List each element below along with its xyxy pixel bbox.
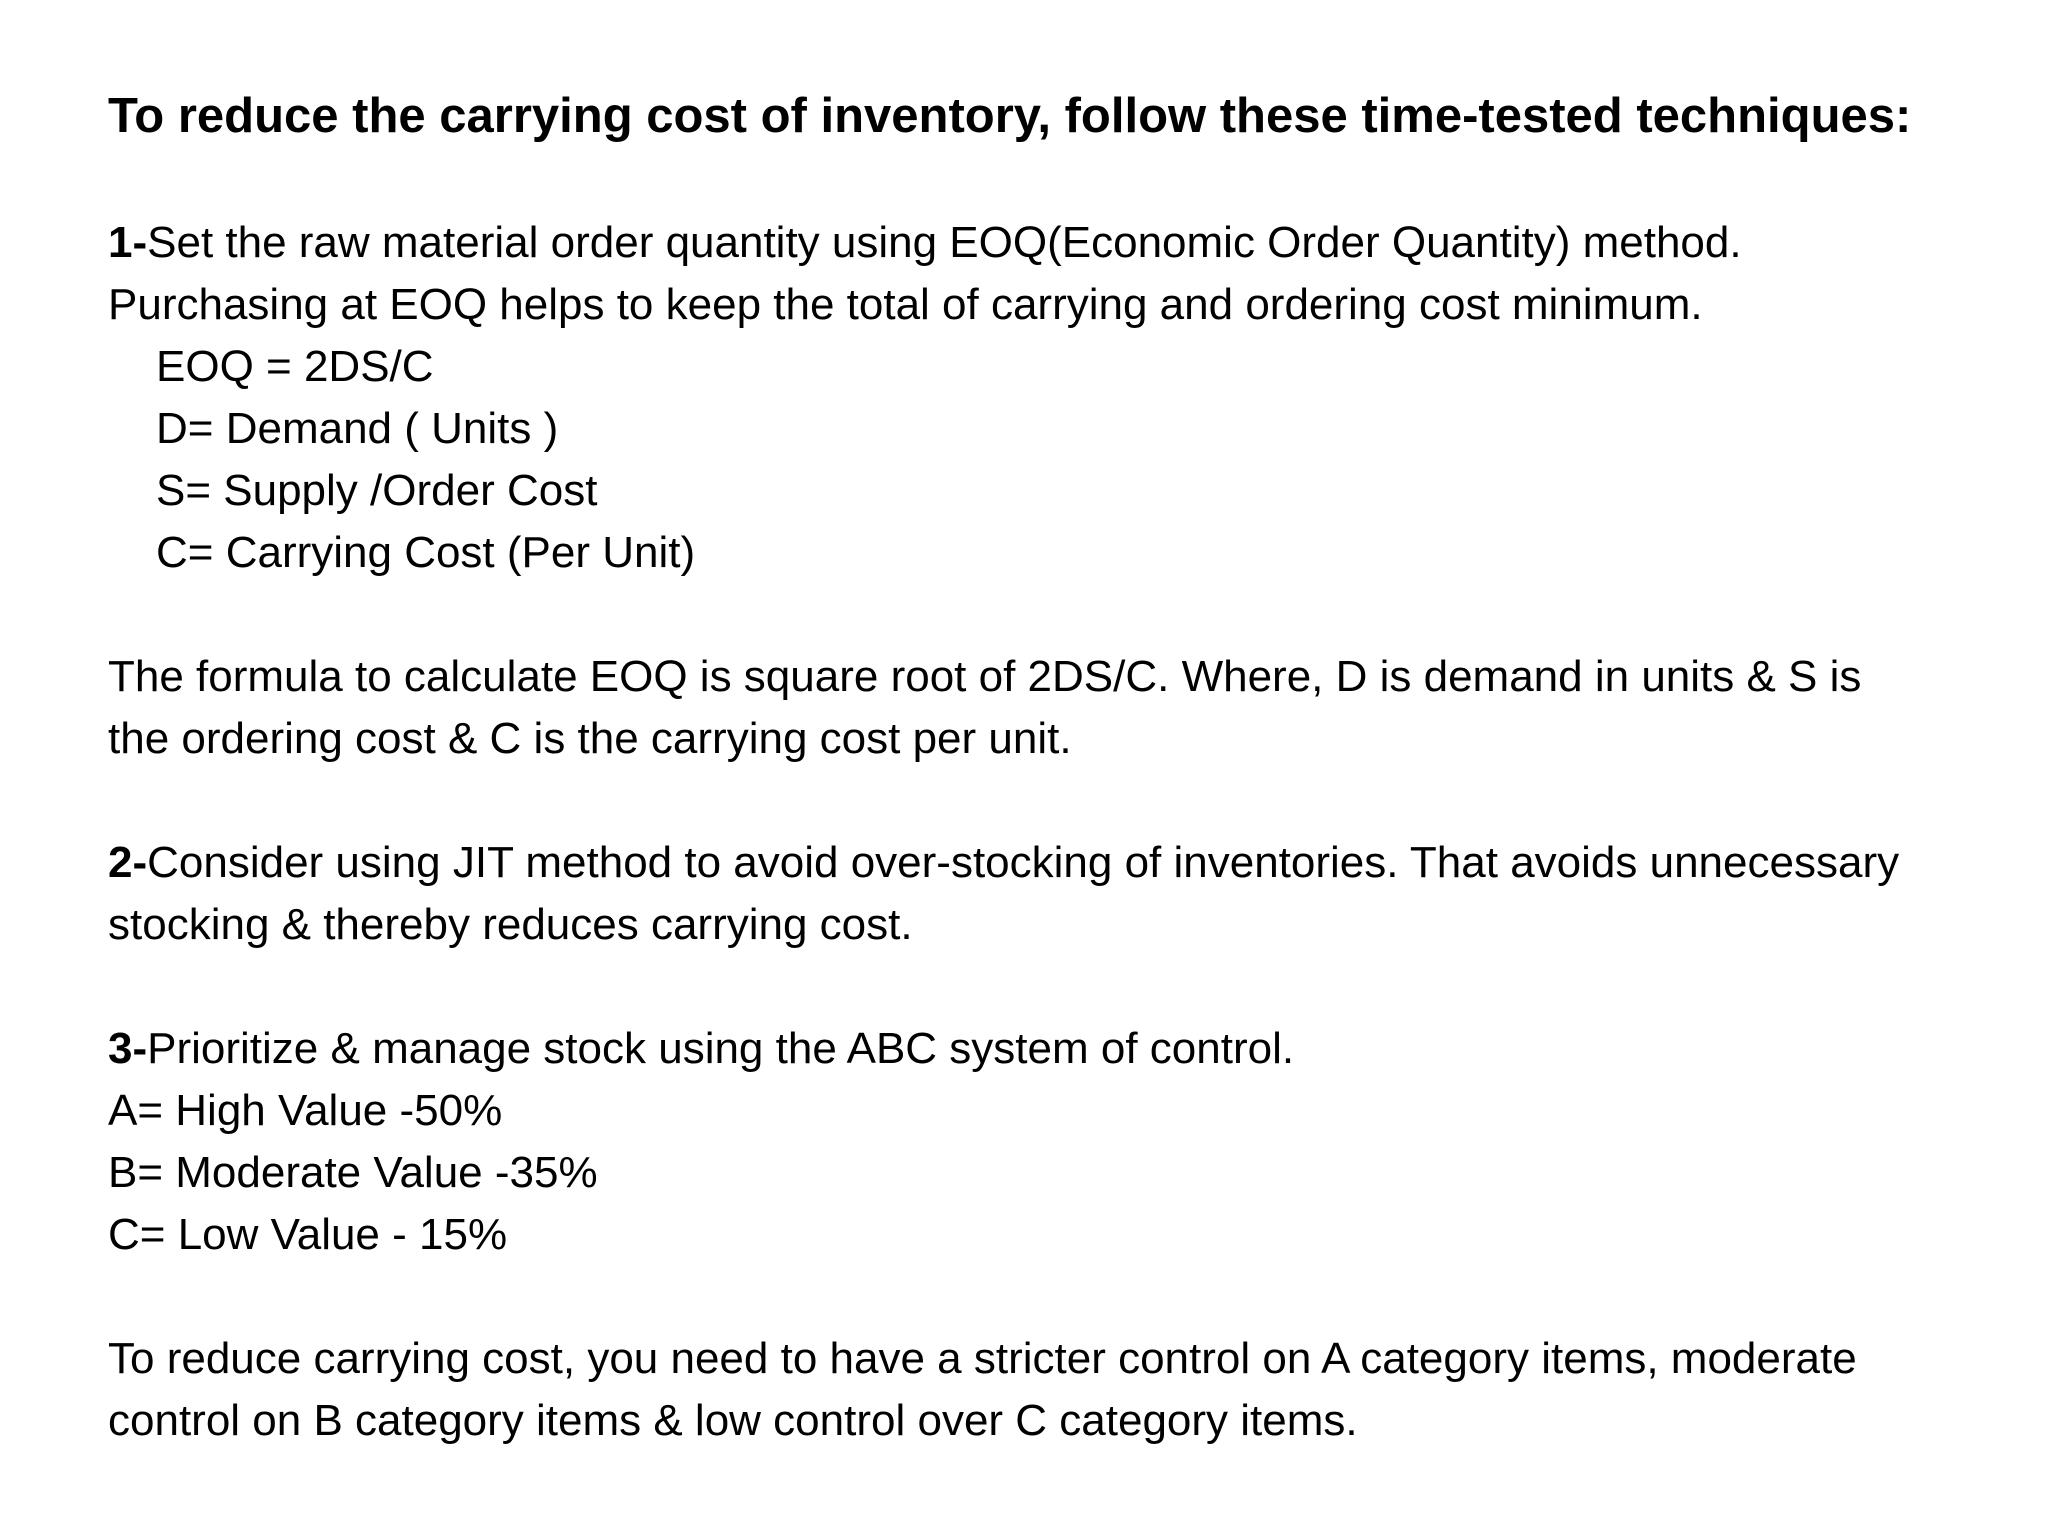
spacer (108, 584, 2028, 646)
category-c: C= Low Value - 15% (108, 1210, 508, 1259)
spacer (108, 1266, 2028, 1328)
step-2-line-1 (108, 832, 2028, 894)
step-2-number: 2- (108, 838, 148, 887)
conclusion-line-2: control on B category items & low control over C category items. (108, 1396, 1358, 1445)
eoq-formula: EOQ = 2DS/C (156, 342, 434, 391)
category-a: A= High Value -50% (108, 1086, 503, 1135)
definition-demand: D= Demand ( Units ) (156, 404, 559, 453)
spacer (108, 956, 2028, 1018)
category-b: B= Moderate Value -35% (108, 1148, 598, 1197)
definition-supply: S= Supply /Order Cost (156, 466, 598, 515)
formula-note-line-1: The formula to calculate EOQ is square root of 2DS/C. Where, D is demand in units & S is (108, 652, 1862, 701)
slide-title: To reduce the carrying cost of inventory, follow these time-tested techniques: (108, 89, 1912, 143)
step-3-line-1 (108, 1018, 2028, 1080)
step-1-number: 1- (108, 218, 148, 267)
slide-body (108, 212, 2028, 1452)
conclusion-line-1: To reduce carrying cost, you need to have a stricter control on A category items, moderate (108, 1334, 1857, 1383)
definition-carrying: C= Carrying Cost (Per Unit) (156, 528, 696, 577)
step-1-line-1 (108, 212, 2028, 274)
step-2-line-2: stocking & thereby reduces carrying cost. (108, 900, 913, 949)
step-1-text: Set the raw material order quantity using EOQ(Economic Order Quantity) method. (147, 218, 1742, 267)
step-1-line-2: Purchasing at EOQ helps to keep the total of carrying and ordering cost minimum. (108, 280, 1703, 329)
step-3-text: Prioritize & manage stock using the ABC system of control. (147, 1024, 1295, 1073)
step-3-number: 3- (108, 1024, 148, 1073)
step-2-text: Consider using JIT method to avoid over-stocking of inventories. That avoids unnecessary (147, 838, 1900, 887)
spacer (108, 770, 2028, 832)
formula-note-line-2: the ordering cost & C is the carrying cost per unit. (108, 714, 1072, 763)
